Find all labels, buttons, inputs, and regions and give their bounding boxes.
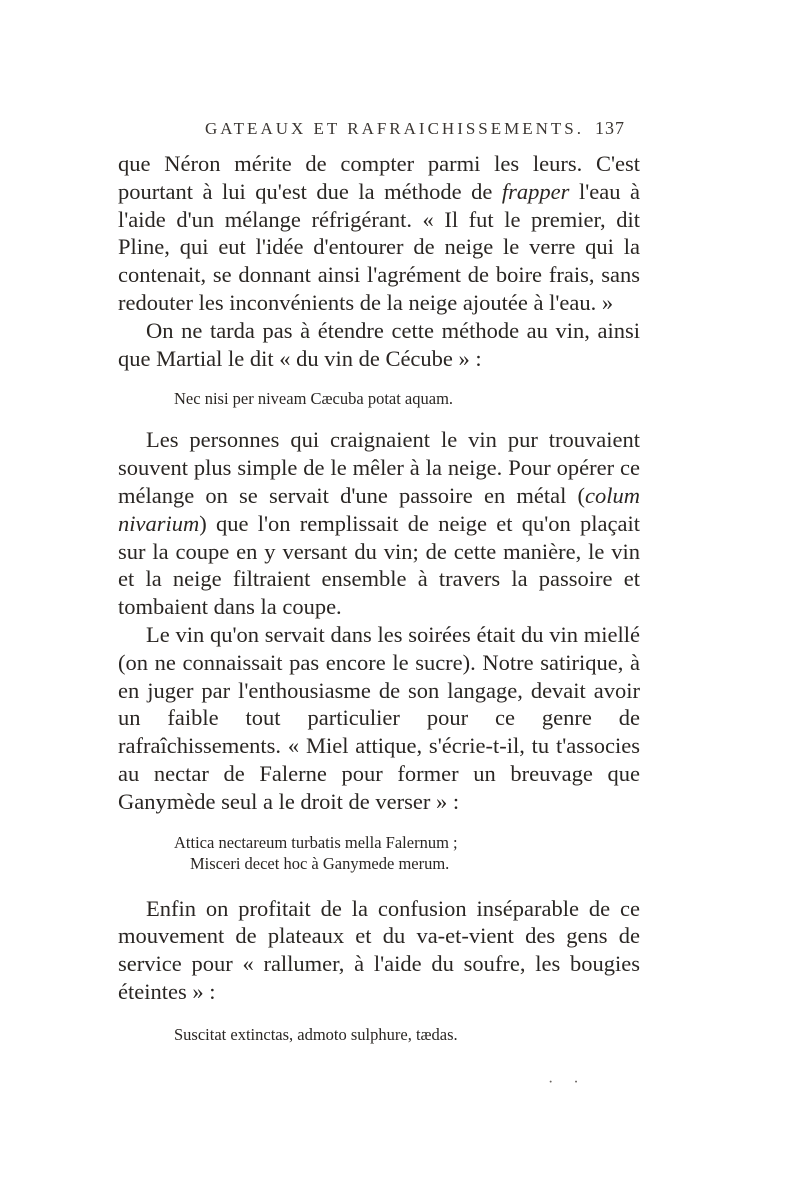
latin-quote-1: Nec nisi per niveam Cæcuba potat aquam. (174, 389, 454, 409)
latin-quote-3: Suscitat extinctas, admoto sulphure, tædas. (174, 1024, 458, 1044)
paragraph-3-text-b: ) que l'on remplissait de neige et qu'on plaçait sur la coupe en y versant du vin; de cette manière, le vin et la neige filtraient ensemble à travers la passoire et tombaient dans la coupe. (118, 510, 640, 620)
paragraph-5: Enfin on profitait de la confusion inséparable de ce mouvement de plateaux et du va-et-vient des gens de service pour « rallumer, à l'aide du soufre, les bougies éteintes » : (118, 895, 640, 1004)
paragraph-2: On ne tarda pas à étendre cette méthode au vin, ainsi que Martial le dit « du vin de Cécube » : (118, 317, 640, 371)
paragraph-1-text-b: l'eau à l'aide d'un mélange réfrigérant. « Il fut le premier, dit Pline, qui eut l'idée d'entourer de neige le verre qui la contenait, se donnant ainsi l'agrément de boire frais, sans redouter les inconvénients de la neige ajoutée à l'eau. » (118, 178, 640, 315)
latin-quote-2-line-2: Misceri decet hoc à Ganymede merum. (190, 853, 450, 873)
paragraph-1 (118, 150, 640, 317)
running-header (205, 118, 625, 139)
page-number: 137 (595, 118, 625, 138)
latin-quote-2 (174, 832, 640, 874)
page-body (118, 150, 640, 1045)
paragraph-3-text-a: Les personnes qui craignaient le vin pur trouvaient souvent plus simple de le mêler à la neige. Pour opérer ce mélange on se servait d'une passoire en métal ( (118, 427, 640, 508)
print-specks: · · (548, 1074, 587, 1091)
paragraph-1-text-a: que Néron mérite de compter parmi les leurs. C'est pourtant à lui qu'est due la méthode de (118, 151, 640, 204)
paragraph-3-emphasis: colum nivarium (118, 482, 640, 536)
running-title: GATEAUX ET RAFRAICHISSEMENTS. (205, 119, 585, 138)
paragraph-3 (118, 426, 640, 621)
paragraph-1-emphasis: frapper (501, 178, 570, 204)
latin-quote-2-line-1: Attica nectareum turbatis mella Falernum ; (174, 832, 458, 852)
paragraph-4: Le vin qu'on servait dans les soirées était du vin miellé (on ne connaissait pas encore le sucre). Notre satirique, à en juger par l'enthousiasme de son langage, devait avoir un faible tout particulier pour ce genre de rafraîchissements. « Miel attique, s'écrie-t-il, tu t'associes au nectar de Falerne pour former un breuvage que Ganymède seul a le droit de verser » : (118, 621, 640, 814)
